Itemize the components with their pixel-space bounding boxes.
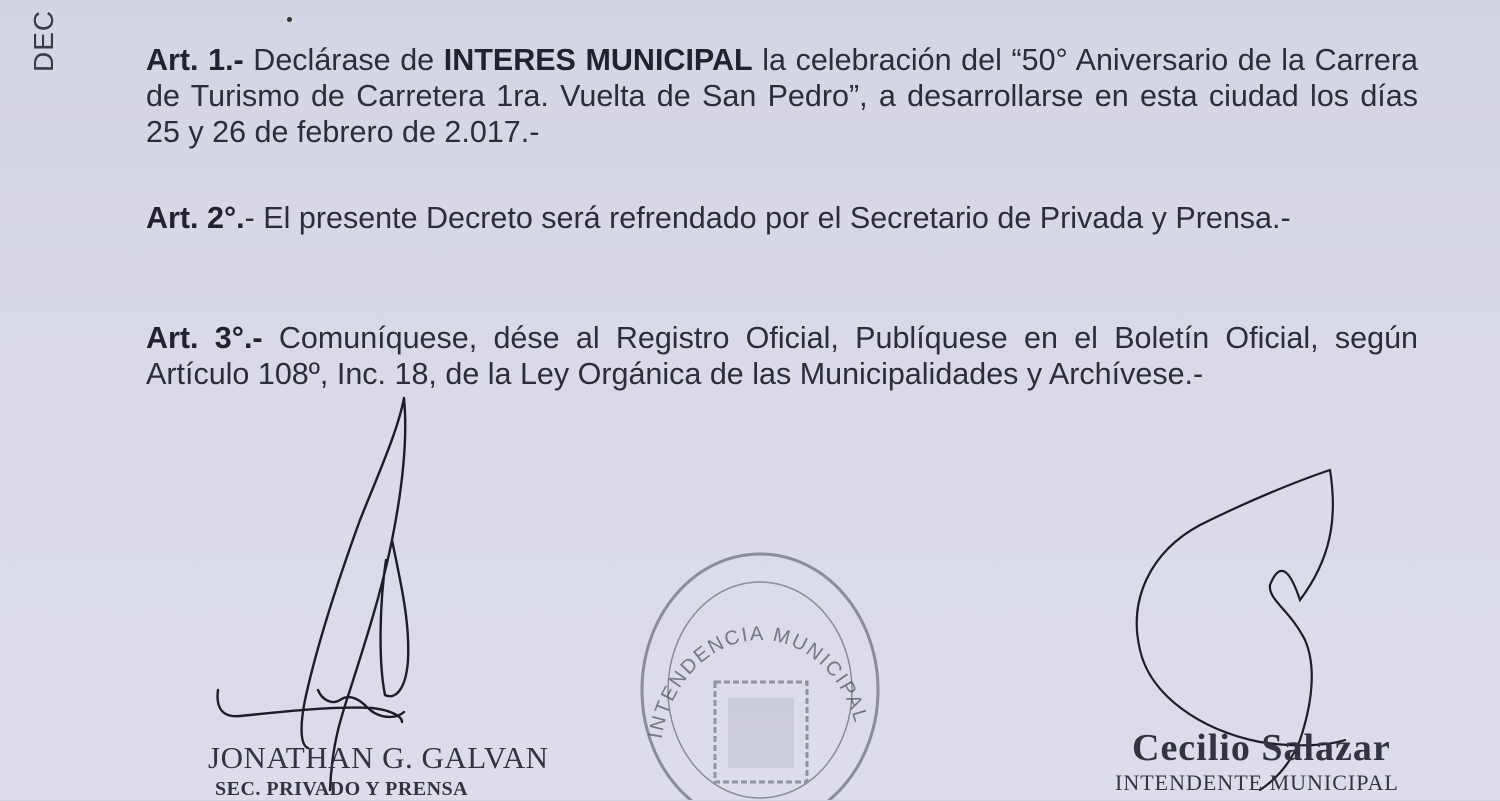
seal-ring-text: INTENDENCIA MUNICIPAL xyxy=(644,622,873,741)
left-signatory-name: JONATHAN G. GALVAN xyxy=(208,740,549,775)
article-1 xyxy=(146,42,1418,150)
article-3-text: Comuníquese, dése al Registro Oficial, Publíquese en el Boletín Oficial, según Artículo 108º, Inc. 18, de la Ley Orgánica de las Municipalidades y Archívese.- xyxy=(146,321,1418,391)
left-signature xyxy=(218,398,409,790)
ink-dot xyxy=(287,17,292,22)
article-1-text-b: la celebración del “50° Aniversario de la Carrera de Turismo de Carretera 1ra. Vuelta de San Pedro”, a desarrollarse en esta ciudad los días 25 y 26 de febrero de 2.017.- xyxy=(146,43,1418,149)
right-signatory-title: INTENDENTE MUNICIPAL xyxy=(1115,770,1399,795)
article-3 xyxy=(146,320,1418,392)
svg-text:INTENDENCIA MUNICIPAL xyxy=(645,623,872,740)
article-2 xyxy=(146,200,1418,236)
municipal-seal xyxy=(642,554,878,800)
article-3-label: Art. 3°.- xyxy=(146,321,263,355)
article-2-text: - El presente Decreto será refrendado por el Secretario de Privada y Prensa.- xyxy=(244,201,1291,235)
right-signatory-name: Cecilio Salazar xyxy=(1132,727,1391,769)
article-1-text-a: Declárase de xyxy=(243,43,444,77)
article-2-label: Art. 2°. xyxy=(146,201,245,235)
side-label: DEC xyxy=(28,9,59,72)
article-1-emphasis: INTERES MUNICIPAL xyxy=(443,43,753,77)
left-signatory-title: SEC. PRIVADO Y PRENSA xyxy=(215,778,469,800)
article-1-label: Art. 1.- xyxy=(146,43,244,77)
